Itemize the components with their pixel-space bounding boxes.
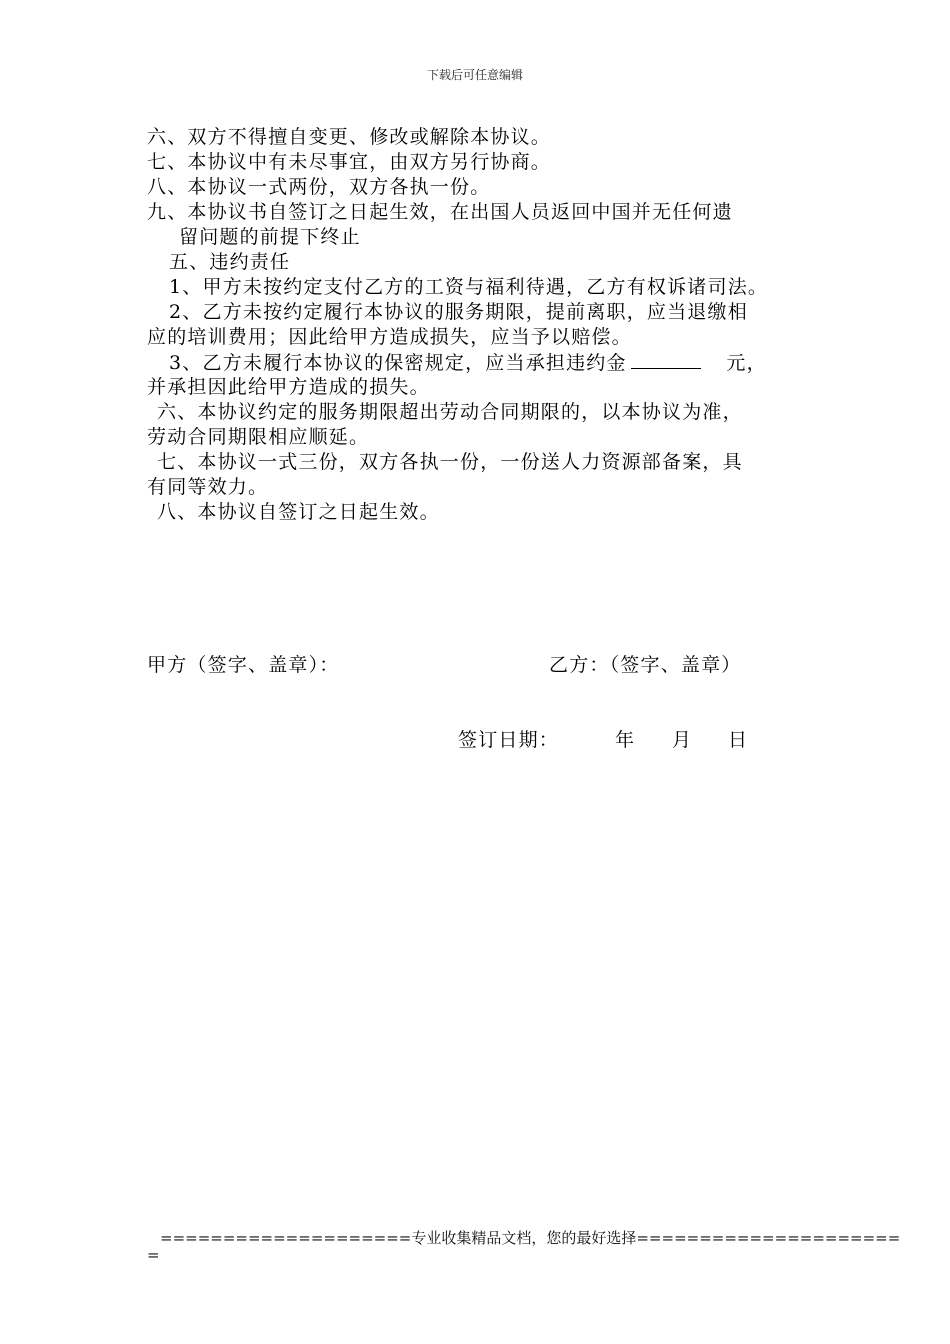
date-month-label: 月 bbox=[672, 729, 693, 751]
clause-line: 六、双方不得擅自变更、修改或解除本协议。 bbox=[147, 126, 552, 148]
page-footer: ====================专业收集精品文档，您的最好选择===================== bbox=[160, 1229, 901, 1247]
clause-line: 七、本协议一式三份，双方各执一份，一份送人力资源部备案，具 bbox=[157, 451, 743, 473]
party-a-signature-label: 甲方（签字、盖章）： bbox=[147, 654, 340, 676]
page-header: 下载后可任意编辑 bbox=[426, 68, 523, 82]
clause-line: 七、本协议中有未尽事宜，由双方另行协商。 bbox=[147, 151, 552, 173]
clause-line: 八、本协议自签订之日起生效。 bbox=[157, 501, 440, 523]
signing-date-label: 签订日期： bbox=[458, 729, 560, 751]
clause-line: 并承担因此给甲方造成的损失。 bbox=[147, 376, 430, 398]
section-heading: 五、违约责任 bbox=[169, 251, 291, 273]
clause-text: 3、乙方未履行本协议的保密规定，应当承担违约金 bbox=[169, 352, 627, 374]
date-day-label: 日 bbox=[728, 729, 749, 751]
clause-line: 劳动合同期限相应顺延。 bbox=[147, 426, 370, 448]
party-b-signature-label: 乙方：（签字、盖章） bbox=[549, 654, 742, 676]
clause-line: 六、本协议约定的服务期限超出劳动合同期限的，以本协议为准， bbox=[157, 401, 743, 423]
clause-line: 八、本协议一式两份，双方各执一份。 bbox=[147, 176, 491, 198]
date-year-label: 年 bbox=[615, 729, 636, 751]
clause-line: 留问题的前提下终止 bbox=[179, 226, 361, 248]
penalty-amount-blank bbox=[631, 350, 701, 369]
clause-line: 九、本协议书自签订之日起生效，在出国人员返回中国并无任何遗 bbox=[147, 201, 733, 223]
clause-line: 2、乙方未按约定履行本协议的服务期限，提前离职，应当退缴相 bbox=[169, 301, 748, 323]
clause-line: 应的培训费用；因此给甲方造成损失，应当予以赔偿。 bbox=[147, 326, 632, 348]
clause-line: 1、甲方未按约定支付乙方的工资与福利待遇，乙方有权诉诸司法。 bbox=[169, 276, 769, 298]
clause-text: 元， bbox=[726, 352, 767, 374]
clause-line bbox=[169, 350, 767, 376]
clause-line: 有同等效力。 bbox=[147, 476, 269, 498]
page-footer-continuation: = bbox=[147, 1246, 160, 1264]
